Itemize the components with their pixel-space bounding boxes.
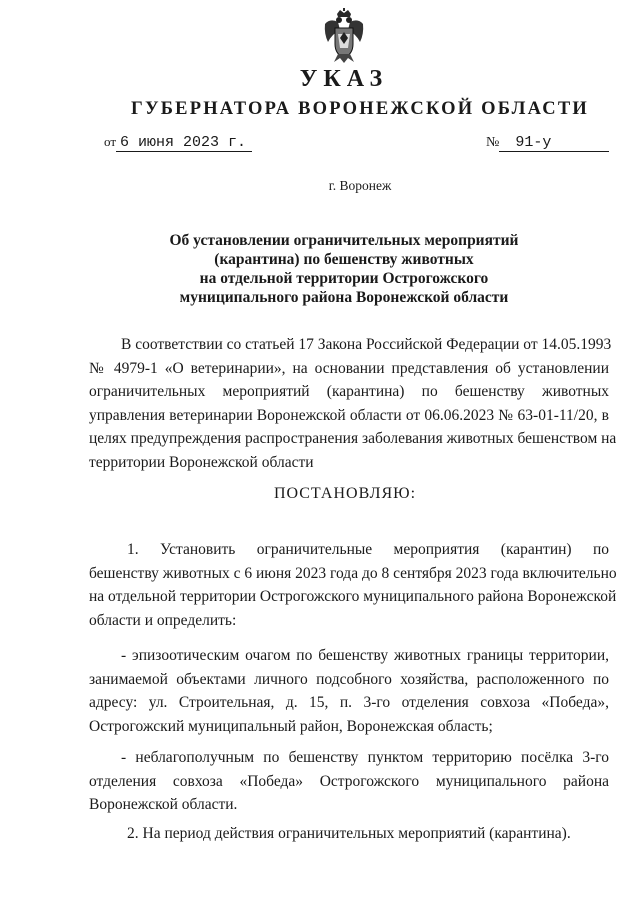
date-value: 6 июня 2023 г. bbox=[116, 134, 252, 152]
subject-line: Об установлении ограничительных мероприятий bbox=[169, 232, 519, 249]
text-line: управления ветеринарии Воронежской области от 06.06.2023 № 63-01-11/20, в bbox=[89, 406, 609, 424]
text-line: - неблагополучным по бешенству пунктом территорию посёлка 3-го bbox=[121, 749, 609, 766]
text-line: 1. Установить ограничительные мероприятия (карантин) по bbox=[127, 541, 609, 558]
text-line: целях предупреждения распространения заболевания животных бешенством на bbox=[89, 430, 617, 447]
city: г. Воронеж bbox=[328, 178, 392, 193]
document-title: УКАЗ bbox=[299, 66, 389, 92]
text-line: 2. На период действия ограничительных мероприятий (карантина). bbox=[127, 825, 571, 842]
text-line: В соответствии со статьей 17 Закона Российской Федерации от 14.05.1993 bbox=[121, 336, 612, 353]
number-label: № bbox=[486, 135, 500, 150]
decree-word: ПОСТАНОВЛЯЮ: bbox=[273, 485, 417, 502]
text-line: № 4979-1 «О ветеринарии», на основании представления об установлении bbox=[89, 359, 609, 377]
text-line: области и определить: bbox=[89, 611, 237, 629]
item-1b-paragraph bbox=[89, 746, 609, 817]
date-label: от bbox=[104, 134, 117, 149]
text-line: занимаемой объектами личного подсобного хозяйства, расположенного по bbox=[89, 670, 609, 688]
number-value: 91-у bbox=[499, 134, 609, 152]
coat-of-arms-icon bbox=[322, 8, 366, 64]
text-line: отделения совхоза «Победа» Острогожского муниципального района bbox=[89, 772, 609, 790]
text-line: Острогожский муниципальный район, Воронежская область; bbox=[89, 717, 493, 735]
subject-line: на отдельной территории Острогожского bbox=[199, 270, 489, 287]
decree-subject bbox=[0, 231, 640, 307]
text-line: адресу: ул. Строительная, д. 15, п. 3-го отделения совхоза «Победа», bbox=[89, 694, 609, 711]
text-line: на отдельной территории Острогожского муниципального района Воронежской bbox=[89, 588, 617, 605]
preamble-paragraph bbox=[89, 333, 617, 474]
text-line: Воронежской области. bbox=[89, 796, 238, 813]
date-line bbox=[104, 134, 252, 152]
document-issuer: ГУБЕРНАТОРА ВОРОНЕЖСКОЙ ОБЛАСТИ bbox=[130, 99, 589, 119]
item-1-paragraph bbox=[89, 538, 617, 632]
item-1a-paragraph bbox=[89, 644, 609, 738]
text-line: бешенству животных с 6 июня 2023 года до 8 сентября 2023 года включительно bbox=[89, 564, 617, 582]
text-line: - эпизоотическим очагом по бешенству животных границы территории, bbox=[121, 647, 609, 664]
item-2-paragraph bbox=[89, 822, 609, 846]
text-line: территории Воронежской области bbox=[89, 453, 314, 471]
text-line: ограничительных мероприятий (карантина) по бешенству животных bbox=[89, 383, 609, 400]
subject-line: муниципального района Воронежской области bbox=[179, 289, 509, 306]
number-line bbox=[486, 134, 609, 152]
subject-line: (карантина) по бешенству животных bbox=[214, 251, 474, 268]
